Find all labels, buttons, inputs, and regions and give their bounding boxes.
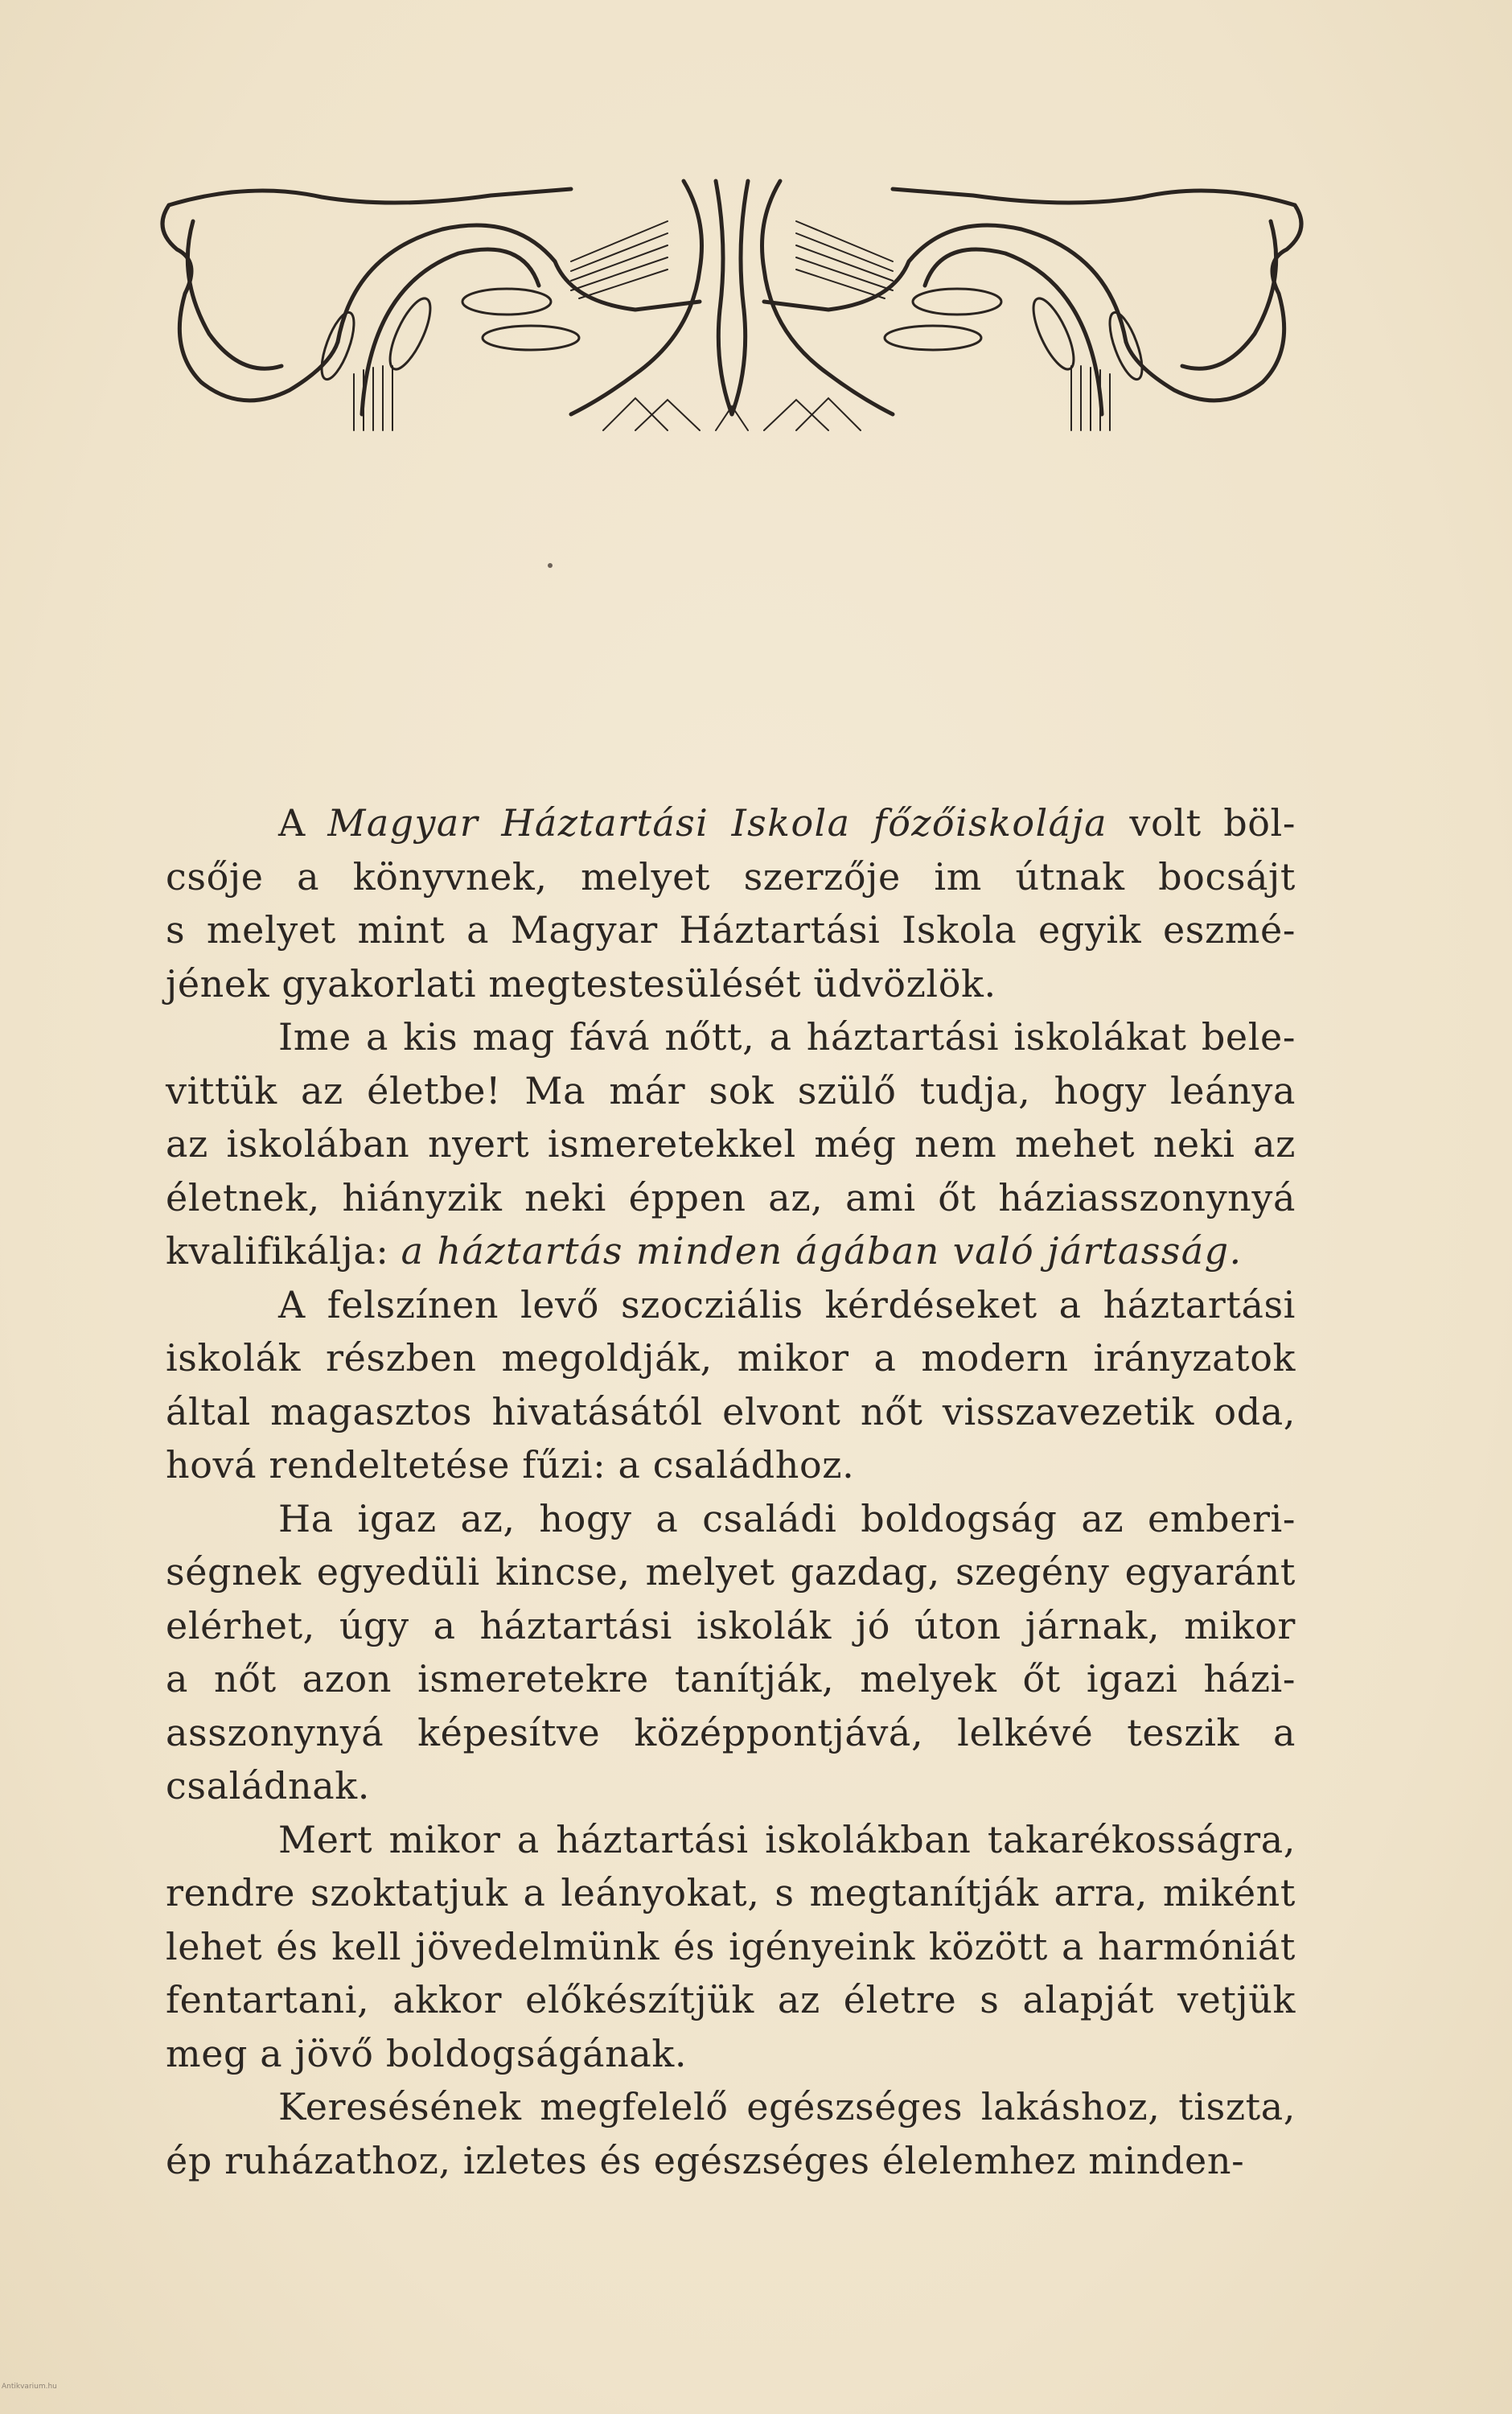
text-line [166, 1599, 1296, 1653]
text-run: fentartani, akkor előkészítjük az életre s alapját vetjük [166, 1978, 1296, 2021]
text-line [166, 1759, 1296, 1813]
text-line [166, 1331, 1296, 1385]
text-run: A [278, 801, 328, 845]
body-text [166, 796, 1296, 2187]
text-run: Mert mikor a háztartási iskolákban takarékosságra, [278, 1817, 1296, 1861]
paragraph [166, 2080, 1296, 2187]
paragraph [166, 1278, 1296, 1492]
text-run: vittük az életbe! Ma már sok szülő tudja, hogy leánya [166, 1068, 1296, 1112]
text-line [166, 1492, 1296, 1546]
text-line [166, 1920, 1296, 1974]
text-line [166, 1278, 1296, 1332]
text-line [166, 1545, 1296, 1599]
headpiece-ornament [153, 173, 1311, 438]
text-run: jének gyakorlati megtestesülését üdvözlök. [166, 961, 996, 1005]
italic-text: a háztartás minden ágában való jártasság. [401, 1229, 1243, 1273]
paragraph [166, 1813, 1296, 2081]
text-line [166, 1064, 1296, 1118]
text-run: lehet és kell jövedelmünk és igényeink között a harmóniát [166, 1924, 1296, 1968]
wheat-ornament-icon [153, 173, 1311, 438]
watermark: Antikvarium.hu [2, 2383, 57, 2391]
text-line [166, 957, 1296, 1011]
text-run: az iskolában nyert ismeretekkel még nem mehet neki az [166, 1122, 1296, 1166]
text-line [166, 1973, 1296, 2027]
text-line [166, 1706, 1296, 1760]
text-run: volt böl- [1107, 801, 1296, 845]
text-run: asszonynyá képesítve középpontjává, lelkévé teszik a [166, 1710, 1296, 1754]
text-run: által magasztos hivatásától elvont nőt visszavezetik oda, [166, 1389, 1296, 1433]
text-line [166, 2080, 1296, 2134]
text-line [166, 2134, 1296, 2188]
paragraph [166, 1010, 1296, 1278]
text-line [166, 1010, 1296, 1064]
text-line [166, 1224, 1296, 1278]
text-run: a nőt azon ismeretekre tanítják, melyek őt igazi házi- [166, 1657, 1296, 1700]
italic-text: Magyar Háztartási Iskola főzőiskolája [327, 801, 1107, 845]
paper-speck [548, 563, 553, 568]
text-run: rendre szoktatjuk a leányokat, s megtanítják arra, miként [166, 1871, 1296, 1914]
text-line [166, 1652, 1296, 1706]
text-run: ségnek egyedüli kincse, melyet gazdag, szegény egyaránt [166, 1550, 1296, 1594]
text-run: ép ruházathoz, izletes és egészséges élelemhez minden- [166, 2138, 1245, 2182]
text-run: csője a könyvnek, melyet szerzője im útnak bocsájt [166, 854, 1296, 899]
text-run: hová rendeltetése fűzi: a családhoz. [166, 1443, 855, 1487]
text-line [166, 850, 1296, 904]
text-run: meg a jövő boldogságának. [166, 2031, 688, 2075]
text-run: Ime a kis mag fává nőtt, a háztartási iskolákat bele- [278, 1015, 1296, 1059]
text-line [166, 1171, 1296, 1225]
text-run: s melyet mint a Magyar Háztartási Iskola egyik eszmé- [166, 908, 1296, 952]
text-run: iskolák részben megoldják, mikor a modern irányzatok [166, 1336, 1296, 1380]
text-run: családnak. [166, 1764, 370, 1807]
text-line [166, 796, 1296, 850]
text-line [166, 1866, 1296, 1920]
text-run: életnek, hiányzik neki éppen az, ami őt háziasszonynyá [166, 1175, 1296, 1219]
text-line [166, 2027, 1296, 2081]
text-line [166, 1385, 1296, 1439]
text-run: elérhet, úgy a háztartási iskolák jó úton járnak, mikor [166, 1603, 1296, 1647]
text-run: Keresésének megfelelő egészséges lakáshoz, tiszta, [278, 2085, 1296, 2128]
paragraph [166, 1492, 1296, 1813]
text-line [166, 1438, 1296, 1492]
text-run: Ha igaz az, hogy a családi boldogság az emberi- [278, 1496, 1296, 1540]
text-run: A felszínen levő szocziális kérdéseket a háztartási [278, 1282, 1296, 1326]
text-run: kvalifikálja: [166, 1229, 401, 1273]
text-line [166, 903, 1296, 957]
paragraph [166, 796, 1296, 1010]
text-line [166, 1813, 1296, 1867]
text-line [166, 1117, 1296, 1171]
